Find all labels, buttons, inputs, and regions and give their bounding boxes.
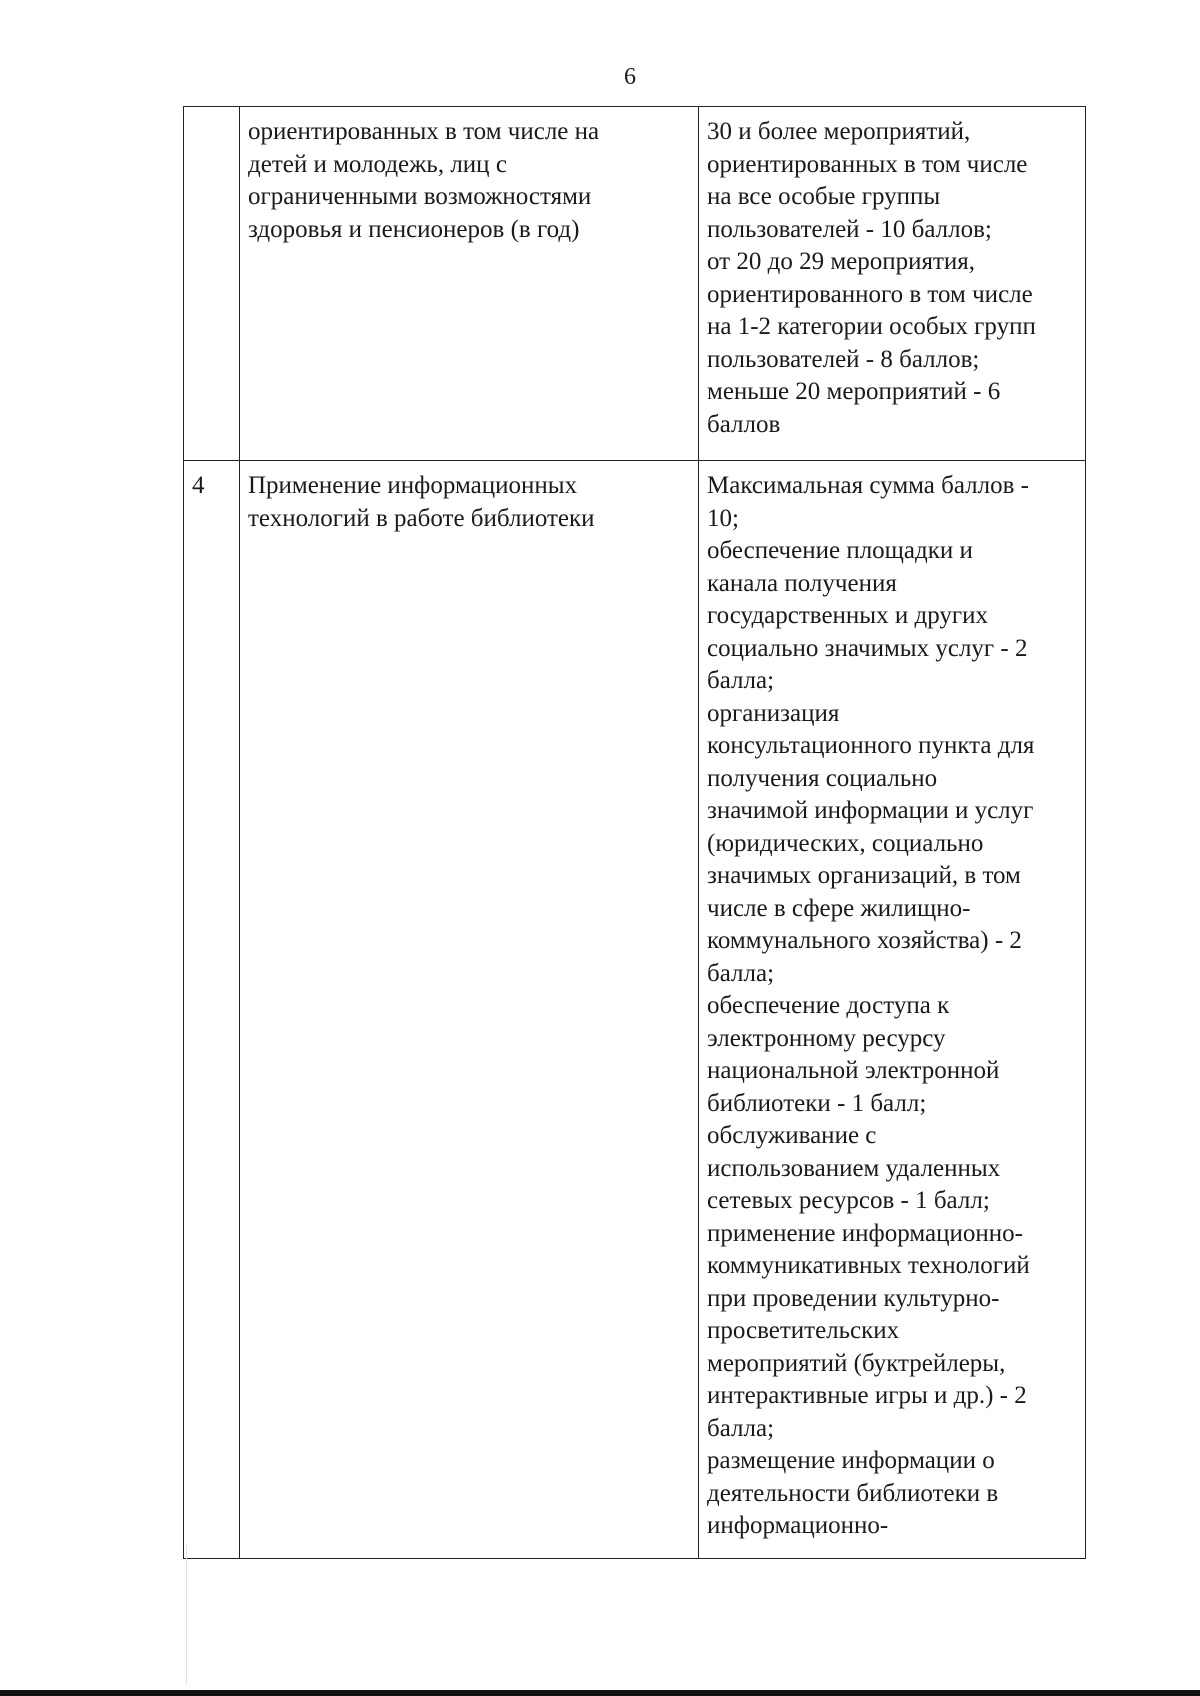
score-line: консультационного пункта для: [707, 732, 1035, 759]
score-line: меньше 20 мероприятий - 6: [707, 378, 1001, 405]
score-line: числе в сфере жилищно-: [707, 894, 971, 922]
score-line: организация: [707, 699, 840, 727]
bottom-rule: [0, 1690, 1200, 1696]
indicator-line: ориентированных в том числе на: [248, 118, 600, 145]
indicator-line: ограниченными возможностями: [248, 183, 592, 210]
score-line: Максимальная сумма баллов -: [707, 472, 1030, 499]
score-line: ориентированного в том числе: [707, 280, 1033, 308]
score-line: 10;: [707, 504, 739, 532]
indicator-cell: [240, 107, 699, 461]
score-line: ориентированных в том числе: [707, 150, 1028, 178]
criteria-table: [183, 106, 1086, 1559]
score-line: коммуникативных технологий: [707, 1252, 1030, 1279]
score-line: использованием удаленных: [707, 1154, 1001, 1182]
score-line: обеспечение площадки и: [707, 537, 973, 564]
score-line: размещение информации о: [707, 1447, 995, 1474]
score-line: деятельности библиотеки в: [707, 1479, 999, 1507]
score-line: 30 и более мероприятий,: [707, 118, 971, 145]
score-line: сетевых ресурсов - 1 балл;: [707, 1187, 990, 1214]
score-line: пользователей - 10 баллов;: [707, 215, 992, 243]
score-line: на все особые группы: [707, 183, 941, 210]
score-line: интерактивные игры и др.) - 2: [707, 1382, 1027, 1409]
score-line: пользователей - 8 баллов;: [707, 345, 980, 373]
score-line: национальной электронной: [707, 1057, 1000, 1084]
score-line: библиотеки - 1 балл;: [707, 1089, 927, 1117]
row-number-cell: 4: [184, 461, 240, 1559]
table-row: [184, 107, 1086, 461]
page-number: 6: [624, 64, 636, 90]
score-line: балла;: [707, 667, 775, 694]
score-line: информационно-: [707, 1512, 889, 1539]
score-line: просветительских: [707, 1317, 900, 1344]
score-line: при проведении культурно-: [707, 1284, 1000, 1312]
score-line: значимой информации и услуг: [707, 797, 1034, 824]
score-line: балла;: [707, 959, 775, 987]
score-line: коммунального хозяйства) - 2: [707, 927, 1022, 954]
score-line: социально значимых услуг - 2: [707, 634, 1028, 662]
indicator-line: здоровья и пенсионеров (в год): [248, 215, 580, 243]
table-row: [184, 461, 1086, 1559]
score-line: обслуживание с: [707, 1122, 877, 1149]
indicator-line: детей и молодежь, лиц с: [248, 150, 507, 178]
score-line: баллов: [707, 410, 781, 438]
score-line: применение информационно-: [707, 1219, 1023, 1247]
indicator-cell: [240, 461, 699, 1559]
indicator-line: Применение информационных: [248, 472, 578, 499]
score-line: получения социально: [707, 764, 938, 792]
score-line: обеспечение доступа к: [707, 992, 950, 1019]
row-number-cell: [184, 107, 240, 461]
score-line: (юридических, социально: [707, 829, 984, 857]
score-line: балла;: [707, 1414, 775, 1442]
score-line: государственных и других: [707, 602, 988, 629]
score-cell: [699, 461, 1086, 1559]
margin-rule: [186, 1545, 187, 1685]
score-line: канала получения: [707, 569, 897, 597]
score-line: от 20 до 29 мероприятия,: [707, 248, 976, 275]
score-line: значимых организаций, в том: [707, 862, 1021, 889]
score-cell: [699, 107, 1086, 461]
score-line: на 1-2 категории особых групп: [707, 313, 1036, 340]
score-line: мероприятий (буктрейлеры,: [707, 1349, 1006, 1377]
score-line: электронному ресурсу: [707, 1024, 946, 1052]
indicator-line: технологий в работе библиотеки: [248, 504, 595, 532]
